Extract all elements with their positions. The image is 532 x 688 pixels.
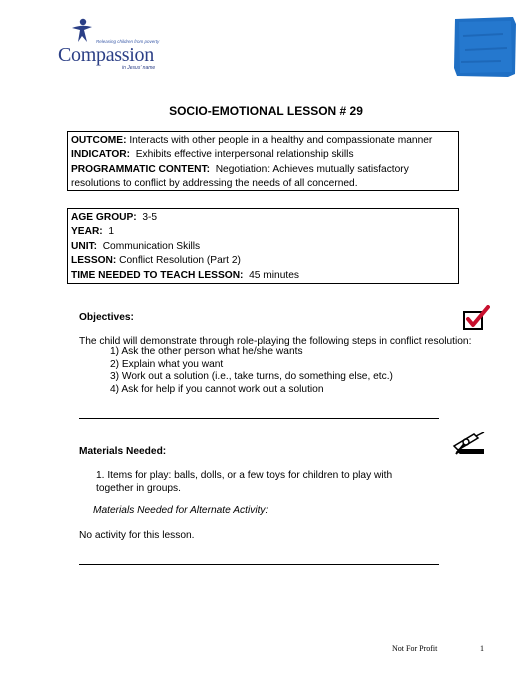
divider xyxy=(79,564,439,565)
lesson-label: LESSON: xyxy=(71,255,117,267)
content-text-2: resolutions to conflict by addressing the needs of all concerned. xyxy=(71,178,358,190)
objective-item: 4) Ask for help if you cannot work out a solution xyxy=(110,383,324,395)
age-label: AGE GROUP: xyxy=(71,212,137,223)
materials-item-line2: together in groups. xyxy=(96,483,181,495)
materials-item-line1: 1. Items for play: balls, dolls, or a few toys for children to play with xyxy=(96,470,393,481)
objectives-list xyxy=(110,346,393,396)
content-label: PROGRAMMATIC CONTENT: xyxy=(71,163,211,175)
lesson-value: Conflict Resolution (Part 2) xyxy=(119,255,241,267)
logo-subtitle: in Jesus' name xyxy=(122,65,156,71)
age-value: 3-5 xyxy=(142,212,158,223)
page-number: 1 xyxy=(480,644,484,653)
unit-row xyxy=(71,240,455,254)
logo-brand: Compassion xyxy=(58,44,154,66)
time-row xyxy=(71,269,455,283)
materials-heading: Materials Needed: xyxy=(79,446,167,457)
materials-item xyxy=(96,469,426,495)
footer-label: Not For Profit xyxy=(392,644,438,653)
year-label: YEAR: xyxy=(71,226,103,238)
lesson-row xyxy=(71,254,455,268)
objectives-heading: Objectives: xyxy=(79,312,134,323)
indicator-text: Exhibits effective interpersonal relationship skills xyxy=(135,149,354,161)
objective-item: 3) Work out a solution (i.e., take turns, do something else, etc.) xyxy=(110,371,393,383)
outcome-box xyxy=(67,131,459,191)
indicator-label: INDICATOR: xyxy=(71,149,131,161)
time-value: 45 minutes xyxy=(249,269,299,281)
outcome-row xyxy=(71,134,455,148)
page-title: SOCIO-EMOTIONAL LESSON # 29 xyxy=(169,104,363,118)
alternate-materials-heading: Materials Needed for Alternate Activity: xyxy=(93,505,269,516)
compassion-logo xyxy=(58,18,170,71)
unit-label: UNIT: xyxy=(71,240,98,252)
outcome-label: OUTCOME: xyxy=(71,135,127,146)
outcome-text: Interacts with other people in a healthy and compassionate manner xyxy=(129,135,433,146)
divider xyxy=(79,418,439,419)
alternate-materials-text: No activity for this lesson. xyxy=(79,530,195,541)
indicator-row xyxy=(71,148,455,162)
content-text-1: Negotiation: Achieves mutually satisfactory xyxy=(215,163,409,175)
year-row xyxy=(71,225,455,239)
content-row xyxy=(71,163,455,177)
blue-paint-square xyxy=(453,16,517,78)
objective-item: 2) Explain what you want xyxy=(110,358,224,370)
lesson-info-box xyxy=(67,208,459,284)
year-value: 1 xyxy=(108,226,115,238)
objective-item: 1) Ask the other person what he/she wants xyxy=(110,346,303,357)
objectives-intro: The child will demonstrate through role-playing the following steps in conflict resolution: xyxy=(79,336,472,347)
art-supplies-icon xyxy=(452,432,486,456)
time-label: TIME NEEDED TO TEACH LESSON: xyxy=(71,269,244,281)
person-icon xyxy=(68,18,94,44)
unit-value: Communication Skills xyxy=(102,240,201,252)
logo-tagline: Releasing children from poverty xyxy=(96,39,160,44)
age-row xyxy=(71,211,455,225)
checkbox-icon xyxy=(462,305,490,331)
